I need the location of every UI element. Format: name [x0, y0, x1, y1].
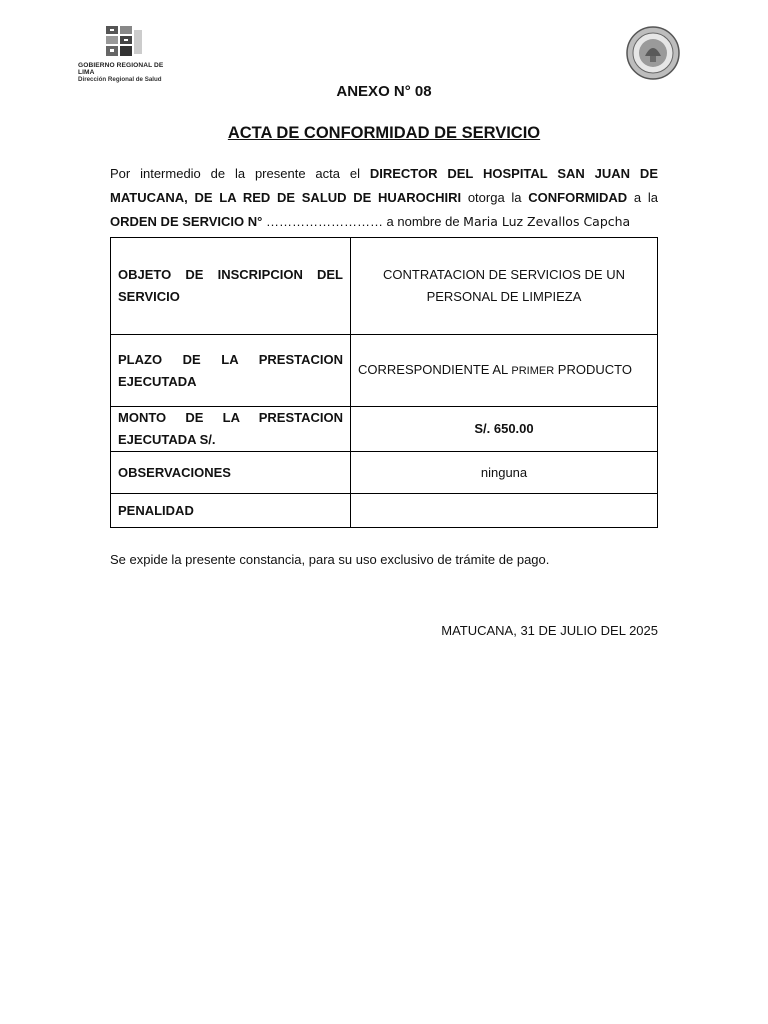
intro-text-4: ……………………… a nombre de [262, 214, 464, 229]
observations-label: OBSERVACIONES [111, 452, 351, 494]
table-row [111, 494, 658, 528]
penalty-value [351, 494, 658, 528]
document-date: MATUCANA, 31 DE JULIO DEL 2025 [441, 623, 658, 638]
department-name: Dirección Regional de Salud [78, 76, 162, 83]
term-value [351, 335, 658, 407]
service-order-label: ORDEN DE SERVICIO N° [110, 214, 263, 229]
amount-value: S/. 650.00 [351, 407, 658, 452]
footer-note: Se expide la presente constancia, para su uso exclusivo de trámite de pago. [110, 552, 550, 567]
regional-government-logo-icon [78, 24, 178, 62]
amount-label: MONTO DE LA PRESTACION EJECUTADA S/. [111, 407, 351, 452]
object-label: OBJETO DE INSCRIPCION DEL SERVICIO [111, 238, 351, 335]
intro-text-1: Por intermedio de la presente acta el [110, 166, 370, 181]
beneficiary-name: Maria Luz Zevallos Capcha [463, 214, 631, 229]
intro-paragraph [110, 162, 658, 234]
table-row [111, 238, 658, 335]
regional-government-logo [78, 24, 178, 86]
table-row [111, 335, 658, 407]
observations-value: ninguna [351, 452, 658, 494]
object-value: CONTRATACION DE SERVICIOS DE UN PERSONAL DE LIMPIEZA [351, 238, 658, 335]
annex-number: ANEXO N° 08 [336, 83, 432, 100]
table-row [111, 407, 658, 452]
penalty-label: PENALIDAD [111, 494, 351, 528]
director-name: DIRECTOR DEL HOSPITAL SAN JUAN DE MATUCANA, DE LA RED DE SALUD DE HUAROCHIRI [110, 166, 658, 205]
conformity-word: CONFORMIDAD [528, 190, 628, 205]
term-value-part-2: PRIMER [511, 365, 555, 377]
intro-text-3: a la [627, 190, 658, 205]
term-value-part-3: PRODUCTO [554, 362, 632, 377]
term-label: PLAZO DE LA PRESTACION EJECUTADA [111, 335, 351, 407]
document-title: ACTA DE CONFORMIDAD DE SERVICIO [227, 124, 541, 142]
table-row [111, 452, 658, 494]
hospital-seal [626, 26, 680, 80]
hospital-seal-icon [626, 26, 680, 80]
org-name: GOBIERNO REGIONAL DE LIMA [78, 62, 164, 76]
term-value-part-1: CORRESPONDIENTE AL [358, 362, 512, 377]
conformity-table [110, 237, 658, 528]
intro-text-2: otorga la [461, 190, 529, 205]
